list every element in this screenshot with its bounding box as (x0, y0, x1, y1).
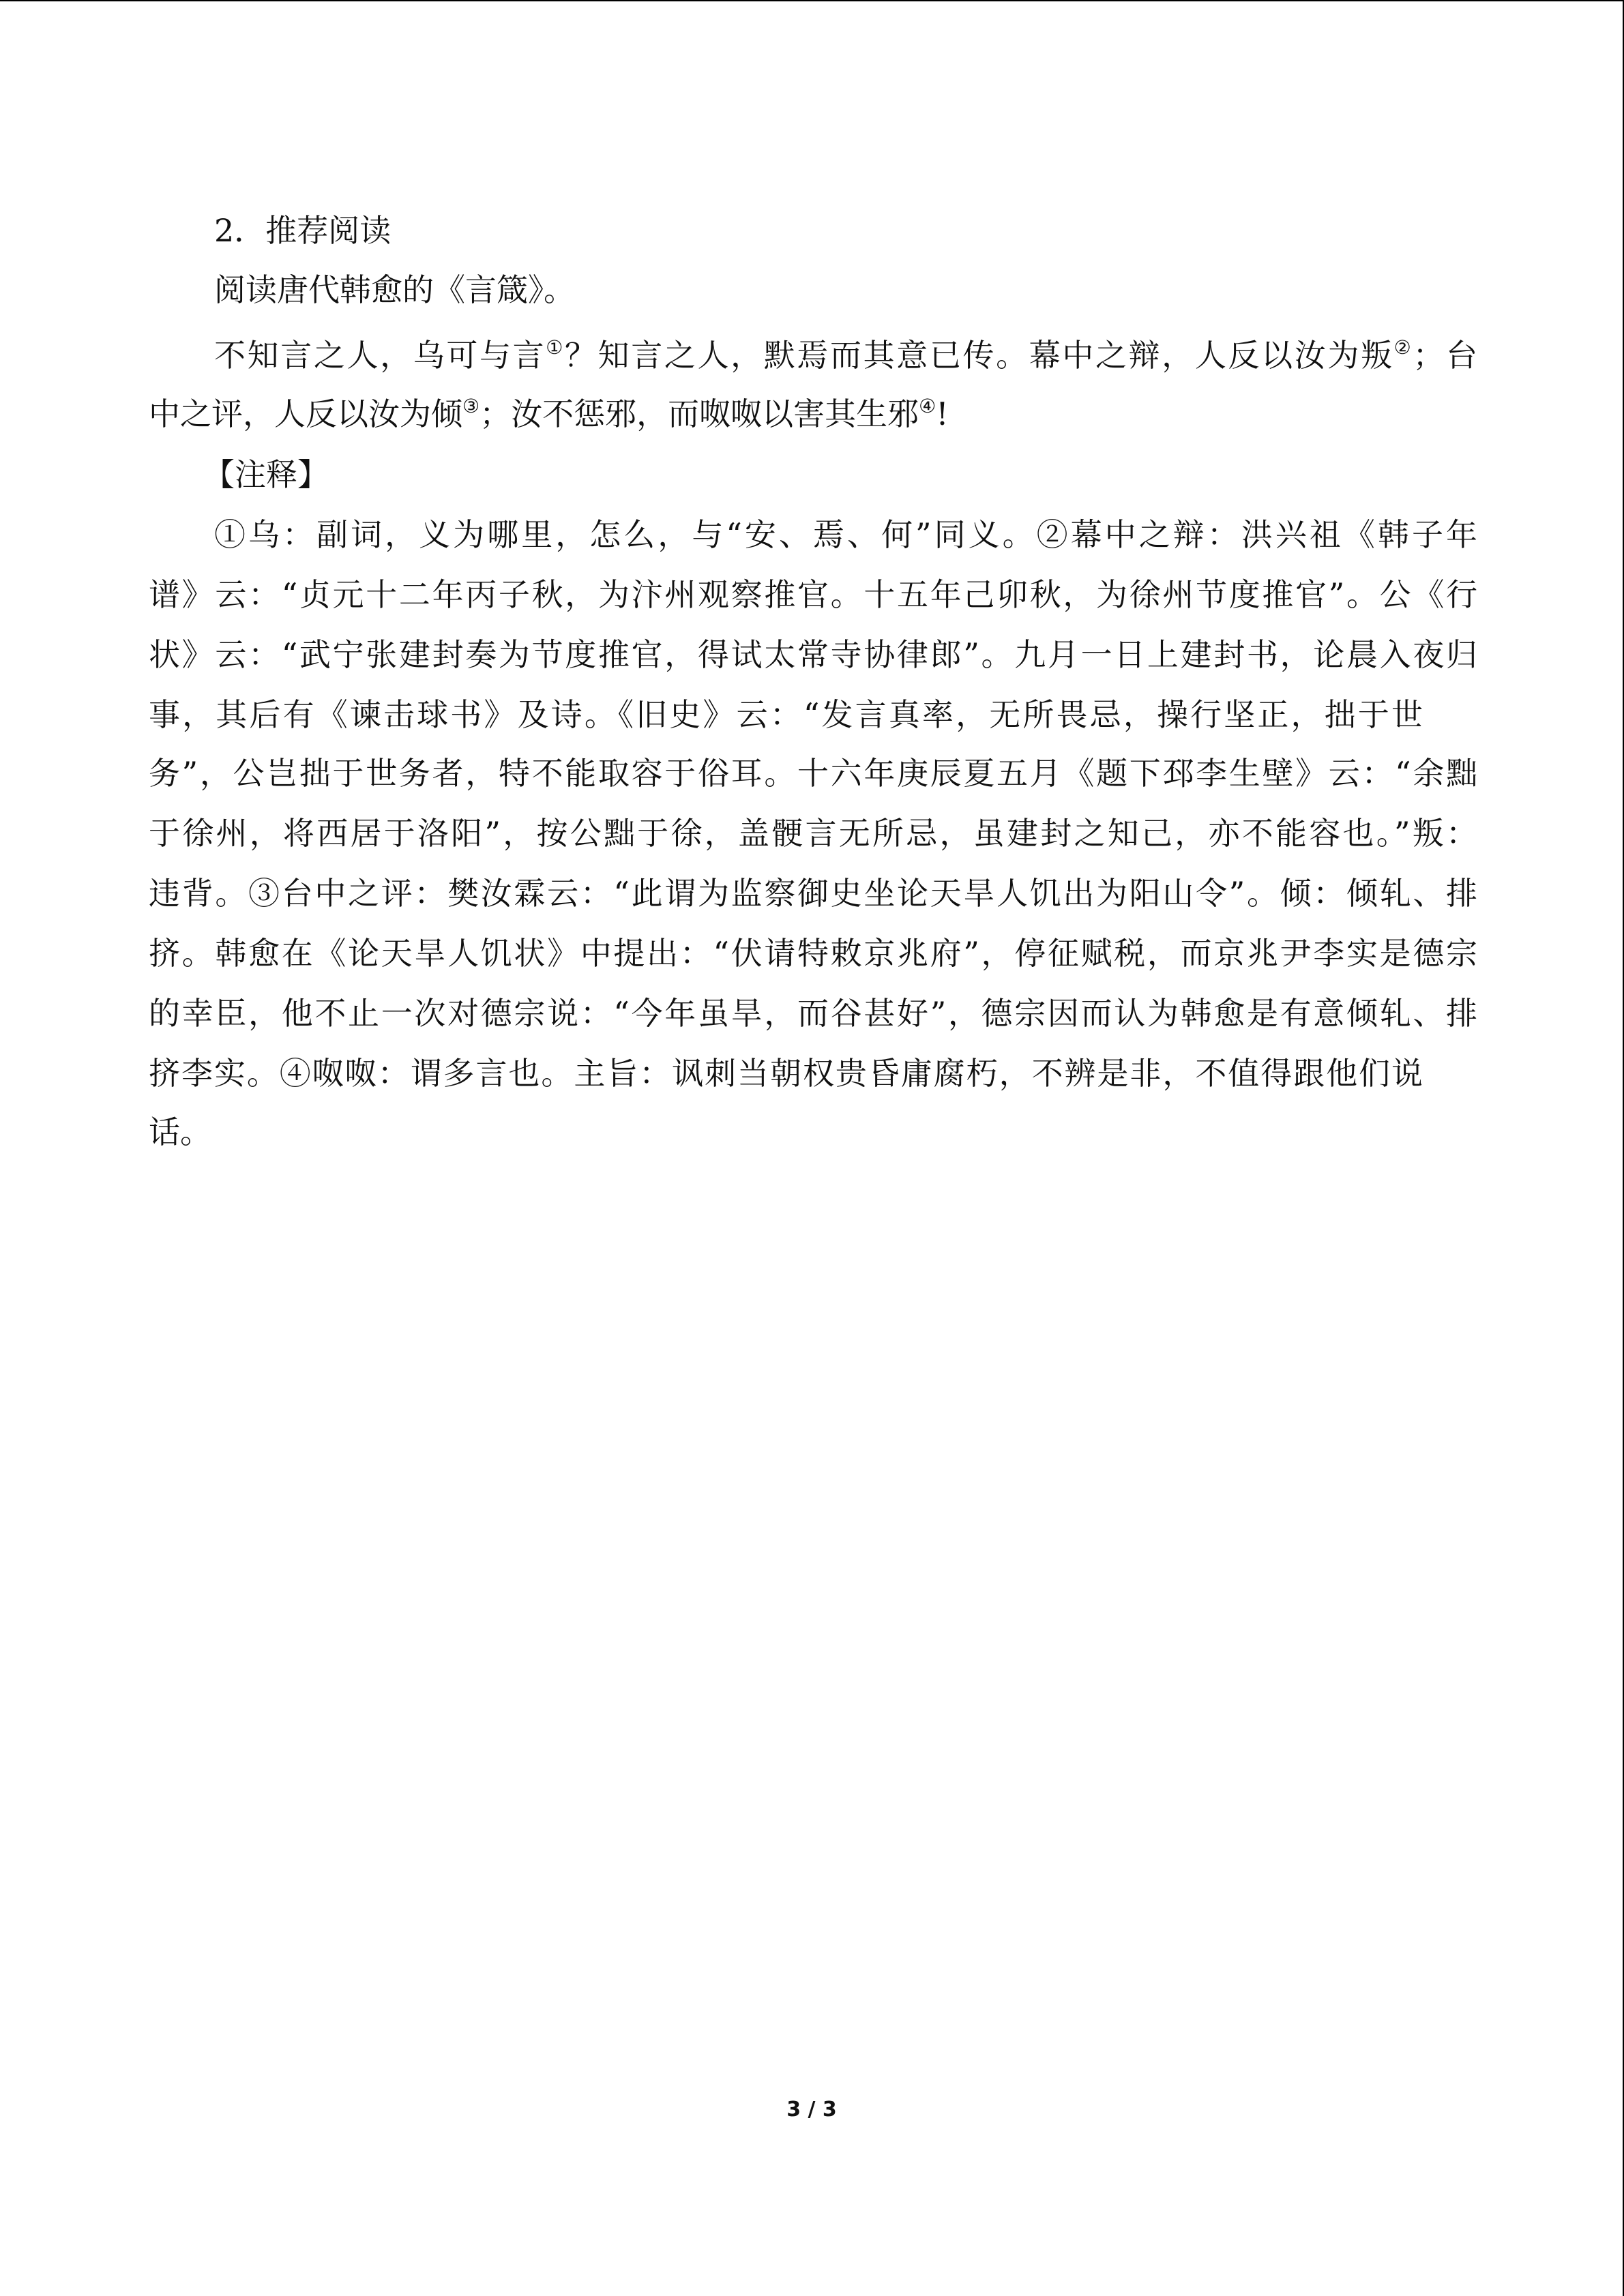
passage-text: ；台 (1413, 337, 1478, 374)
passage-text: 不知言之人，乌可与言 (214, 337, 546, 374)
passage-line-2 (149, 393, 949, 434)
passage-line-1 (214, 335, 1477, 376)
footnote-ref-3: ③ (462, 395, 480, 417)
note-line: 务”，公岂拙于世务者，特不能取容于俗耳。十六年庚辰夏五月《题下邳李生壁》云：“余黜 (149, 755, 1477, 792)
note-line: 话。 (149, 1114, 211, 1150)
passage-text: ；汝不惩邪，而呶呶以害其生邪 (479, 396, 919, 432)
footnote-ref-2: ② (1393, 336, 1413, 359)
intro-line: 阅读唐代韩愈的《言箴》。 (214, 271, 575, 308)
note-line: 违背。③台中之评：樊汝霖云：“此谓为监察御史坐论天旱人饥出为阳山令”。倾：倾轧、排 (149, 875, 1477, 912)
section-title: 2．推荐阅读 (214, 212, 392, 249)
note-line: 于徐州，将西居于洛阳”，按公黜于徐，盖骾言无所忌，虽建封之知己，亦不能容也。”叛： (149, 815, 1477, 852)
note-line: 挤李实。④呶呶：谓多言也。主旨：讽刺当朝权贵昏庸腐朽，不辨是非，不值得跟他们说 (149, 1055, 1423, 1092)
notes-heading: 【注释】 (203, 456, 329, 493)
note-line: ①乌：副词，义为哪里，怎么，与“安、焉、何”同义。②幕中之辩：洪兴祖《韩子年 (214, 516, 1477, 553)
note-line: 事，其后有《谏击球书》及诗。《旧史》云：“发言真率，无所畏忌，操行坚正，拙于世 (149, 696, 1423, 733)
passage-text: ？知言之人，默焉而其意已传。幕中之辩，人反以汝为叛 (565, 337, 1394, 374)
page-number: 3 / 3 (786, 2098, 837, 2121)
note-line: 挤。韩愈在《论天旱人饥状》中提出：“伏请特敕京兆府”，停征赋税，而京兆尹李实是德宗 (149, 935, 1477, 972)
note-line: 状》云：“武宁张建封奏为节度推官，得试太常寺协律郎”。九月一日上建封书，论晨入夜归 (149, 636, 1477, 673)
footnote-ref-4: ④ (919, 395, 936, 417)
note-line: 的幸臣，他不止一次对德宗说：“今年虽旱，而谷甚好”，德宗因而认为韩愈是有意倾轧、排 (149, 995, 1477, 1032)
footnote-ref-1: ① (546, 336, 565, 359)
note-line: 谱》云：“贞元十二年丙子秋，为汴州观察推官。十五年己卯秋，为徐州节度推官”。公《行 (149, 576, 1477, 613)
passage-text: 中之评，人反以汝为倾 (149, 396, 462, 432)
passage-text: ! (936, 396, 949, 432)
